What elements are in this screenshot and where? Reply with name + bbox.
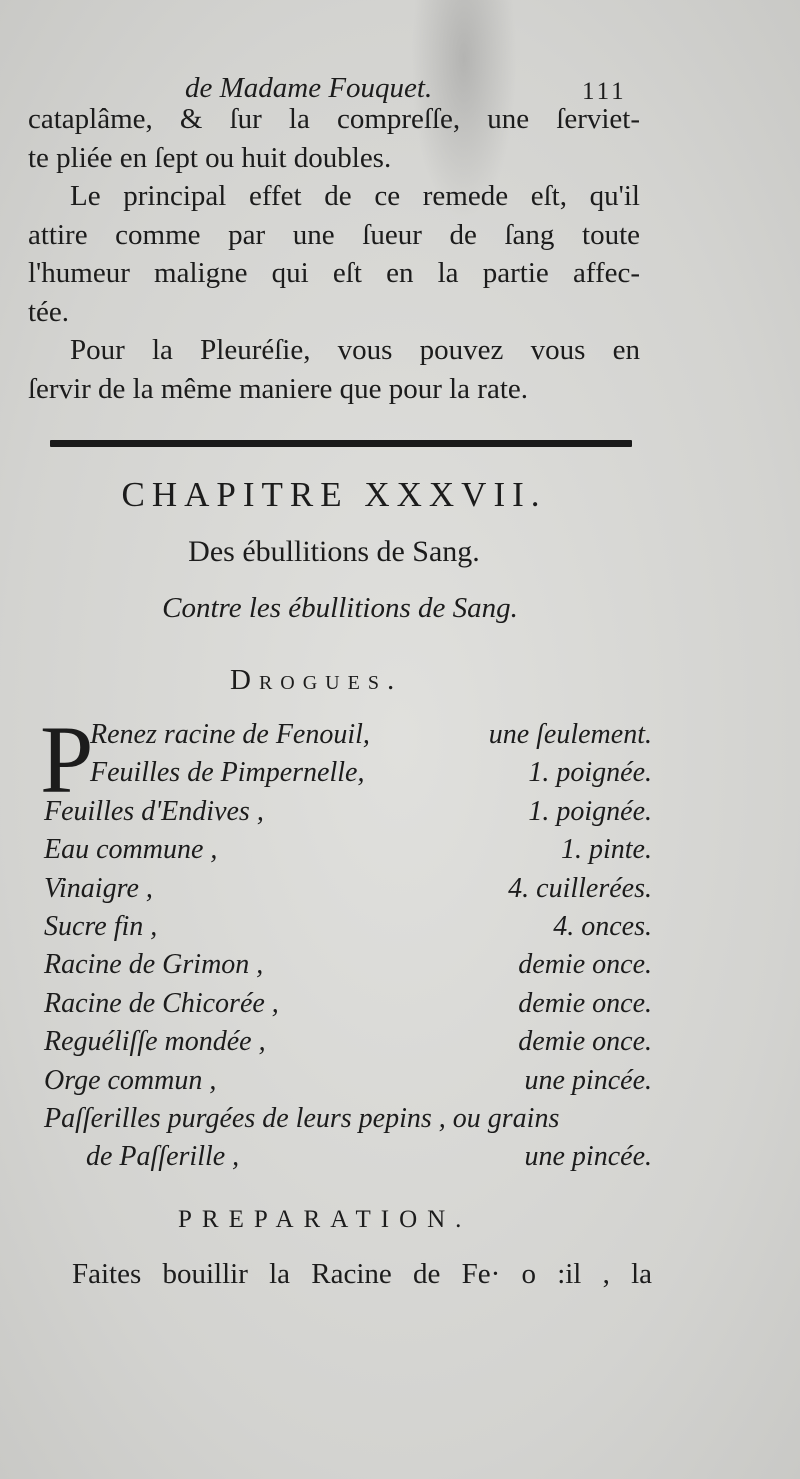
ingredient-quantity: 4. cuillerées. — [508, 872, 652, 904]
ingredient-quantity: 4. onces. — [553, 910, 652, 942]
ingredient-row — [44, 1100, 652, 1138]
page-number: 111 — [582, 78, 627, 105]
ingredient-row — [44, 831, 652, 869]
drop-cap: P — [40, 706, 94, 813]
running-head: de Madame Fouquet. — [185, 72, 433, 104]
ingredient-quantity: une pincée. — [524, 1141, 652, 1173]
ingredient-name: Reguéliſſe mondée , — [44, 1026, 266, 1058]
paragraph-pleuresie — [28, 331, 640, 408]
chapter-title: CHAPITRE XXXVII. — [121, 475, 547, 514]
ingredient-row — [44, 985, 652, 1023]
ingredient-quantity: demie once. — [518, 949, 652, 981]
ingredient-quantity: une ſeulement. — [488, 719, 652, 750]
ingredient-name: de Paſſerille , — [86, 1141, 240, 1173]
drogues-heading: Drogues. — [230, 664, 403, 696]
paragraph-principal-effet — [28, 177, 640, 331]
text-line: tée. — [28, 295, 70, 328]
preparation-heading: PREPARATION. — [178, 1206, 472, 1233]
paragraph-continuation — [28, 100, 640, 177]
ingredient-row — [44, 870, 652, 908]
recipe-title: Contre les ébullitions de Sang. — [162, 592, 518, 624]
ingredient-quantity: 1. poignée. — [528, 795, 652, 827]
ingredient-name: Paſſerilles purgées de leurs pepins , ou grains — [44, 1102, 560, 1134]
ingredient-name: Feuilles de Pimpernelle, — [90, 757, 365, 789]
ingredient-row — [44, 908, 652, 946]
ingredient-name: Eau commune , — [44, 834, 218, 866]
ingredient-name: Racine de Grimon , — [44, 949, 264, 981]
ingredient-list — [44, 716, 652, 1177]
ingredient-row — [44, 754, 652, 792]
text-line: ſervir de la même maniere que pour la rate. — [28, 372, 529, 405]
ingredient-name: Orge commun , — [44, 1064, 217, 1096]
chapter-subtitle: Des ébullitions de Sang. — [188, 535, 480, 568]
text-line: cataplâme, & ſur la compreſſe, une ſerviet- — [28, 103, 640, 135]
ingredient-name: Renez racine de Fenouil, — [90, 719, 370, 750]
ingredient-quantity: demie once. — [518, 1026, 652, 1058]
ingredient-row — [44, 1023, 652, 1061]
ingredient-quantity: 1. poignée. — [528, 757, 652, 789]
preparation-text-line: Faites bouillir la Racine de Fe· o :il , la — [72, 1258, 652, 1290]
section-rule — [50, 440, 632, 447]
text-line: attire comme par une ſueur de ſang toute — [28, 218, 640, 251]
ingredient-row — [44, 1062, 652, 1100]
ingredient-name: Vinaigre , — [44, 872, 153, 904]
text-line: Pour la Pleuréſie, vous pouvez vous en — [70, 334, 640, 366]
ingredient-quantity: une pincée. — [524, 1064, 652, 1096]
text-line: te pliée en ſept ou huit doubles. — [28, 141, 392, 174]
ingredient-quantity: demie once. — [518, 987, 652, 1019]
ingredient-name: Racine de Chicorée , — [44, 987, 279, 1019]
text-line: l'humeur maligne qui eſt en la partie affec- — [28, 257, 640, 289]
ingredient-row — [44, 793, 652, 831]
ingredient-row — [44, 1138, 652, 1176]
ingredient-name: Sucre fin , — [44, 910, 158, 942]
ingredient-name: Feuilles d'Endives , — [44, 795, 264, 827]
text-line: Le principal effet de ce remede eſt, qu'il — [70, 180, 640, 212]
ingredient-quantity: 1. pinte. — [561, 834, 652, 866]
ingredient-row — [44, 946, 652, 984]
ingredient-row — [44, 716, 652, 754]
